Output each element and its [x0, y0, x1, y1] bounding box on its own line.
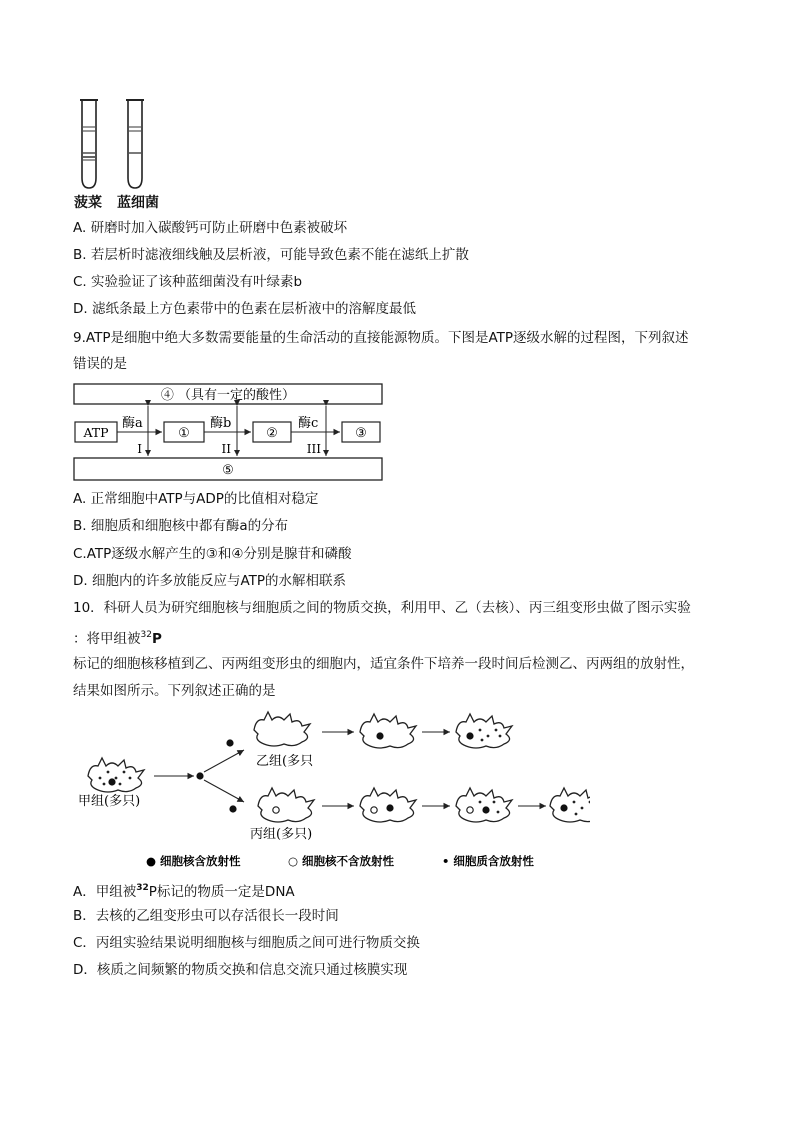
q10-stem-line3: 标记的细胞核移植到乙、丙两组变形虫的细胞内，适宜条件下培养一段时间后检测乙、丙两组的放射性，: [73, 656, 694, 672]
enzyme-a-label: 酶a: [122, 416, 143, 431]
tube-label-cyanobacteria: 蓝细菌: [117, 195, 159, 211]
group-bing-amoeba-2: [360, 788, 416, 822]
step-2-label: II: [221, 442, 231, 456]
atp-label: ATP: [83, 425, 109, 440]
q10-option-c: C．丙组实验结果说明细胞核与细胞质之间可进行物质交换: [73, 935, 420, 951]
legend-nucleus-not-radioactive: ○ 细胞核不含放射性: [288, 854, 395, 868]
q9-stem-line1: 9.ATP是细胞中绝大多数需要能量的生命活动的直接能源物质。下图是ATP逐级水解的过程图，下列叙述: [73, 330, 689, 346]
q9-option-b: B. 细胞质和细胞核中都有酶a的分布: [73, 518, 289, 534]
group-jia-amoeba: [88, 758, 144, 792]
q8-option-a: A. 研磨时加入碳酸钙可防止研磨中色素被破坏: [73, 220, 348, 236]
step-1-label: I: [137, 442, 142, 456]
q10-stem-line2: ：将甲组被$^{32}$P: [73, 630, 162, 647]
group-yi-amoeba-2: [360, 714, 416, 748]
spinach-tube: [80, 100, 98, 188]
transplanted-nucleus: [196, 772, 203, 779]
nucleus-to-yi: [226, 739, 233, 746]
group-bing-label: 丙组(多只): [250, 827, 313, 842]
group-jia-label: 甲组(多只): [78, 794, 141, 809]
cyanobacteria-tube: [126, 100, 144, 188]
nucleus-to-bing: [229, 805, 236, 812]
q9-option-c: C.ATP逐级水解产生的③和④分别是腺苷和磷酸: [73, 546, 352, 562]
q10-stem-line4: 结果如图所示。下列叙述正确的是: [73, 683, 276, 699]
legend-nucleus-radioactive: ● 细胞核含放射性: [146, 854, 241, 868]
top-box-label: ④ （具有一定的酸性）: [160, 388, 296, 403]
enzyme-b-label: 酶b: [210, 416, 232, 431]
q10-option-b: B．去核的乙组变形虫可以存活很长一段时间: [73, 908, 339, 924]
product-2-label: ②: [266, 426, 278, 441]
group-yi-amoeba-1: [254, 712, 310, 746]
arrow-to-yi: [204, 750, 244, 772]
group-bing-amoeba-1: [258, 788, 314, 822]
product-1-label: ①: [178, 426, 190, 441]
product-3-label: ③: [355, 426, 367, 441]
q9-stem-line2: 错误的是: [73, 356, 127, 372]
group-yi-label: 乙组(多只: [256, 754, 314, 769]
group-yi-amoeba-3: [456, 714, 512, 748]
q10-option-a: A．甲组被$^{32}$P标记的物质一定是DNA: [73, 883, 295, 900]
q8-option-c: C. 实验验证了该种蓝细菌没有叶绿素b: [73, 274, 303, 290]
q9-option-a: A. 正常细胞中ATP与ADP的比值相对稳定: [73, 491, 319, 507]
q10-option-d: D．核质之间频繁的物质交换和信息交流只通过核膜实现: [73, 962, 408, 978]
bottom-box-label: ⑤: [222, 463, 234, 478]
q8-option-b: B. 若层析时滤液细线触及层析液，可能导致色素不能在滤纸上扩散: [73, 247, 469, 263]
tube-label-spinach: 菠菜: [74, 195, 102, 211]
enzyme-c-label: 酶c: [298, 416, 319, 431]
q10-stem-line1: 10．科研人员为研究细胞核与细胞质之间的物质交换，利用甲、乙（去核）、丙三组变形虫做了图示实验: [73, 600, 691, 616]
atp-hydrolysis-diagram: [72, 382, 384, 484]
group-bing-amoeba-4: [550, 788, 590, 822]
arrow-to-bing: [204, 780, 244, 802]
group-bing-amoeba-3: [456, 788, 512, 822]
q8-option-d: D. 滤纸条最上方色素带中的色素在层析液中的溶解度最低: [73, 301, 416, 317]
step-3-label: III: [306, 442, 321, 456]
amoeba-experiment-diagram: [70, 708, 590, 874]
legend-cytoplasm-radioactive: • 细胞质含放射性: [442, 854, 534, 868]
q9-option-d: D. 细胞内的许多放能反应与ATP的水解相联系: [73, 573, 347, 589]
